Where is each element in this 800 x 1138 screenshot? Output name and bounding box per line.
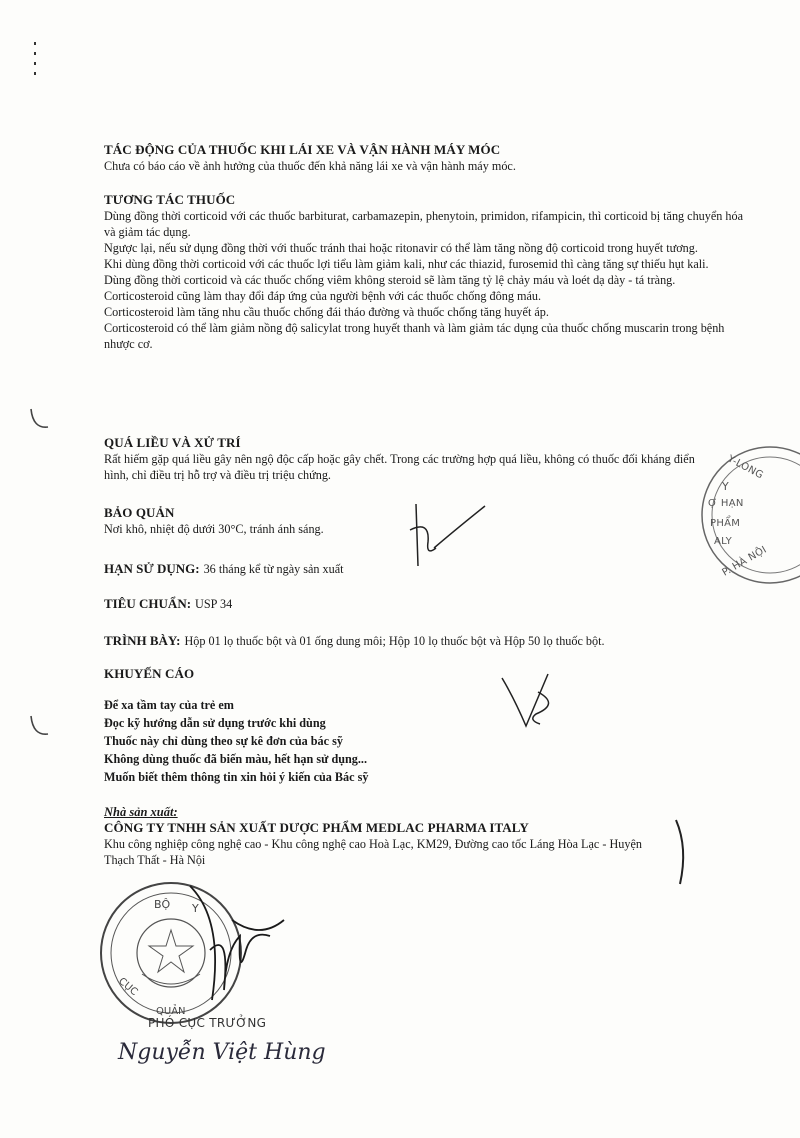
warning-item: Đọc kỹ hướng dẫn sử dụng trước khi dùng <box>104 716 326 730</box>
section-body: Rất hiếm gặp quá liều gây nên ngộ độc cấp hoặc gây chết. Trong các trường hợp quá liều, không có thuốc đối kháng điển hình, chỉ điều trị hỗ trợ và điều trị triệu chứng. <box>104 452 695 482</box>
svg-text:BỘ: BỘ <box>154 898 171 911</box>
section-warnings <box>104 666 744 682</box>
handwritten-initial-mark <box>496 668 576 733</box>
signatory-name: Nguyễn Việt Hùng <box>118 1040 326 1065</box>
warning-item: Muốn biết thêm thông tin xin hỏi ý kiến của Bác sỹ <box>104 770 369 784</box>
section-heading: QUÁ LIỀU VÀ XỬ TRÍ <box>104 435 241 450</box>
stamp-text: Y <box>722 480 730 493</box>
svg-text:CỤC: CỤC <box>116 975 140 998</box>
section-driving <box>104 142 744 174</box>
shelf-life-label: HẠN SỬ DỤNG: <box>104 561 200 576</box>
signature-scribble <box>160 880 290 1010</box>
section-overdose <box>104 435 704 483</box>
interaction-line: Corticosteroid làm tăng nhu cầu thuốc chống đái tháo đường và thuốc chống tăng huyết áp. <box>104 305 549 319</box>
interaction-line: Dùng đồng thời corticoid và các thuốc chống viêm không steroid sẽ làm tăng tỷ lệ chảy máu và loét dạ dày - tá tràng. <box>104 273 676 287</box>
signatory-title: PHÓ CỤC TRƯỞNG <box>148 1016 267 1030</box>
section-body: Nơi khô, nhiệt độ dưới 30°C, tránh ánh sáng. <box>104 522 324 536</box>
interaction-line: Corticosteroid có thể làm giảm nồng độ salicylat trong huyết thanh và làm giảm tác dụng của thuốc chống muscarin trong bệnh nhược cơ. <box>104 321 725 351</box>
manufacturer-address: Khu công nghiệp công nghệ cao - Khu công nghệ cao Hoà Lạc, KM29, Đường cao tốc Láng Hòa Lạc - Huyện <box>104 837 642 851</box>
presentation-value: Hộp 01 lọ thuốc bột và 01 ống dung môi; Hộp 10 lọ thuốc bột và Hộp 50 lọ thuốc bột. <box>184 634 605 648</box>
stamp-text: PHẨM <box>710 518 741 529</box>
stamp-text: P. HÀ NỘI <box>720 544 769 579</box>
section-interactions <box>104 192 744 352</box>
manufacturer-company: CÔNG TY TNHH SẢN XUẤT DƯỢC PHẨM MEDLAC PHARMA ITALY <box>104 820 529 835</box>
stamp-text: Ợ HẠN <box>708 498 744 509</box>
interaction-line: Corticosteroid cũng làm thay đổi đáp ứng của người bệnh với các thuốc chống đông máu. <box>104 289 541 303</box>
shelf-life-value: 36 tháng kể từ ngày sản xuất <box>203 562 344 576</box>
margin-hook-mark <box>28 712 54 742</box>
handwritten-initial-mark <box>400 500 490 575</box>
warning-item: Thuốc này chỉ dùng theo sự kê đơn của bác sỹ <box>104 734 343 748</box>
section-presentation <box>104 632 764 650</box>
stamp-text: Y-LONG <box>725 453 765 482</box>
interaction-line: Khi dùng đồng thời corticoid với các thuốc lợi tiểu làm giảm kali, như các thiazid, furosemid thì càng tăng sự thiếu hụt kali. <box>104 257 709 271</box>
stamp-text: ALY <box>714 536 733 547</box>
stamp-right <box>690 440 800 590</box>
svg-text:QUẢN: QUẢN <box>156 1006 186 1017</box>
section-heading: KHUYẾN CÁO <box>104 666 195 681</box>
warning-item: Không dùng thuốc đã biến màu, hết hạn sử dụng... <box>104 752 368 766</box>
svg-text:Y: Y <box>192 902 199 915</box>
bracket-mark <box>672 818 692 888</box>
manufacturer-label: Nhà sản xuất: <box>104 805 178 819</box>
manufacturer-address: Thạch Thất - Hà Nội <box>104 853 206 867</box>
section-body: Chưa có báo cáo về ảnh hưởng của thuốc đến khả năng lái xe và vận hành máy móc. <box>104 159 516 173</box>
margin-hook-mark <box>28 405 54 435</box>
section-storage <box>104 505 404 537</box>
interaction-line: Ngược lại, nếu sử dụng đồng thời với thuốc tránh thai hoặc ritonavir có thể làm tăng nồng độ corticoid trong huyết tương. <box>104 241 698 255</box>
section-manufacturer <box>104 805 694 868</box>
warning-item: Để xa tầm tay của trẻ em <box>104 698 234 712</box>
standard-value: USP 34 <box>195 597 233 611</box>
section-heading: TÁC ĐỘNG CỦA THUỐC KHI LÁI XE VÀ VẬN HÀNH MÁY MÓC <box>104 142 501 157</box>
section-standard <box>104 595 744 613</box>
standard-label: TIÊU CHUẨN: <box>104 596 192 611</box>
section-heading: BẢO QUẢN <box>104 505 175 520</box>
margin-dots <box>34 42 36 82</box>
warnings-list <box>104 696 744 786</box>
interaction-line: Dùng đồng thời corticoid với các thuốc barbiturat, carbamazepin, phenytoin, primidon, rifampicin, thì corticoid bị tăng chuyển hóa và giảm tác dụng. <box>104 209 744 239</box>
section-heading: TƯƠNG TÁC THUỐC <box>104 192 236 207</box>
presentation-label: TRÌNH BÀY: <box>104 633 181 648</box>
